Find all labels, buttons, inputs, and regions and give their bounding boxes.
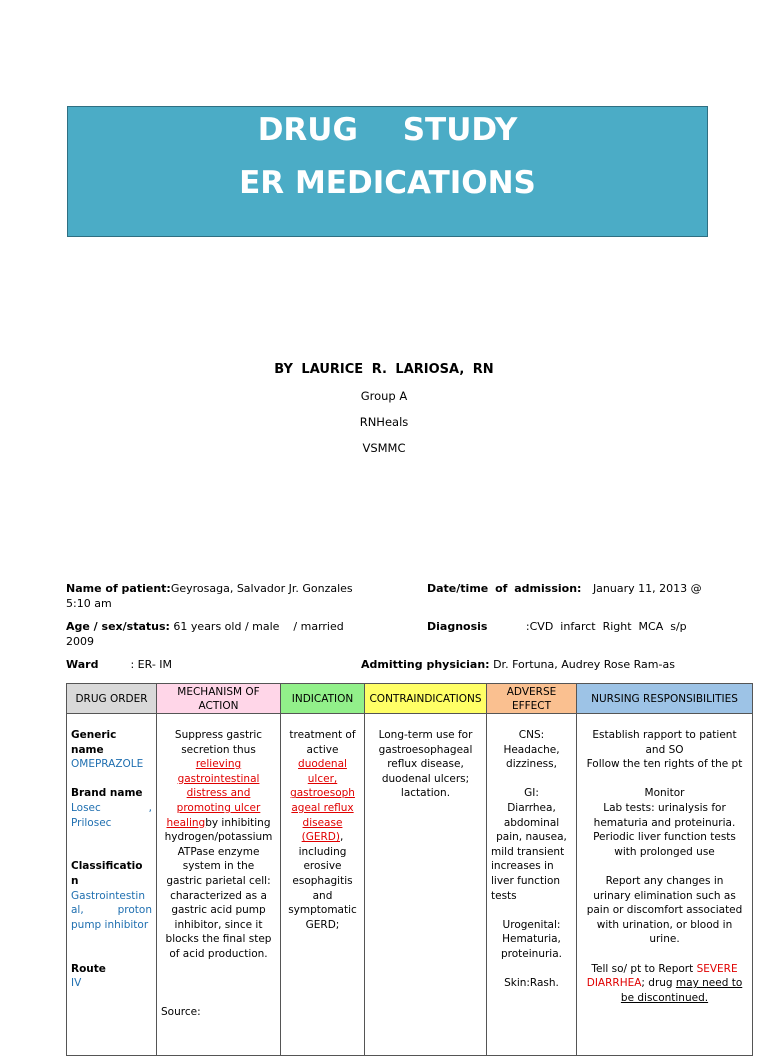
mechanism-line: system in the <box>182 860 255 873</box>
nursing-line: urine. <box>649 933 680 946</box>
mechanism-line: characterized as a <box>170 889 267 902</box>
ward <box>66 657 172 672</box>
mechanism-line: blocks the final step <box>165 933 272 946</box>
adverse-line: Urogenital: <box>502 918 561 931</box>
nursing-line: Report any changes in <box>605 874 724 887</box>
mechanism-line: secretion thus <box>181 743 256 756</box>
brand-losec: Losec <box>71 801 101 814</box>
diagnosis <box>427 619 687 634</box>
mechanism-line: of acid production. <box>169 947 268 960</box>
title-line-2: ER MEDICATIONS <box>239 165 536 201</box>
nursing-line <box>581 976 748 991</box>
brand-punct: , <box>148 801 152 814</box>
contraindication-line: gastroesophageal <box>378 743 473 756</box>
adverse-line: proteinuria. <box>501 947 562 960</box>
contraindication-line: reflux disease, <box>387 758 464 771</box>
indication-line: active <box>306 743 339 756</box>
generic-label: Generic <box>71 729 117 741</box>
cell-mechanism <box>157 714 281 1056</box>
nursing-line: with prolonged use <box>614 845 715 858</box>
header-nursing: NURSING RESPONSIBILITIES <box>577 684 753 714</box>
adverse-line: GI: <box>524 787 539 800</box>
indication-line: duodenal <box>298 758 347 771</box>
physician-value: Dr. Fortuna, Audrey Rose Ram-as <box>489 658 675 671</box>
adverse-line: increases in <box>491 860 554 873</box>
nursing-line <box>581 962 748 977</box>
mechanism-line: hydrogen/potassium <box>164 831 273 844</box>
diagnosis-value: :CVD infarct Right MCA s/p <box>525 620 687 633</box>
cell-contraindications <box>365 714 487 1056</box>
nursing-line: be discontinued. <box>620 991 709 1004</box>
cell-drug-order <box>67 714 157 1056</box>
header-indication: INDICATION <box>281 684 365 714</box>
author-site: VSMMC <box>362 441 406 455</box>
brand-label: Brand name <box>71 787 143 800</box>
indication-line: ageal reflux <box>291 801 354 814</box>
author-group: Group A <box>360 389 408 403</box>
generic-label-2: name <box>71 743 104 756</box>
adverse-line: pain, nausea, <box>496 831 567 844</box>
nursing-line: Monitor <box>644 787 685 800</box>
mechanism-line: gastric acid pump <box>171 904 266 917</box>
generic-value: OMEPRAZOLE <box>71 758 144 771</box>
class-label: Classificatio <box>71 860 143 873</box>
table-row <box>67 714 753 1056</box>
nursing-line: Follow the ten rights of the pt <box>586 758 743 771</box>
patient-name-label: Name of patient: <box>66 582 171 595</box>
indication-line: ulcer, <box>307 772 338 785</box>
mechanism-line <box>161 816 276 831</box>
header-drug-order: DRUG ORDER <box>67 684 157 714</box>
patient-name <box>66 581 353 596</box>
nursing-severe: SEVERE <box>696 962 738 975</box>
mechanism-line: promoting ulcer <box>176 801 261 814</box>
mechanism-source: Source: <box>161 1006 201 1019</box>
patient-age-sex-status <box>66 619 344 634</box>
nursing-diarrhea: DIARRHEA <box>586 977 642 990</box>
indication-line <box>285 830 360 845</box>
mechanism-line: ATPase enzyme <box>177 845 260 858</box>
adverse-line: Headache, <box>503 743 560 756</box>
admission-time: 5:10 am <box>66 597 112 610</box>
diagnosis-label: Diagnosis <box>427 620 488 633</box>
contraindication-line: duodenal ulcers; <box>381 772 470 785</box>
nursing-line: with urination, or blood in <box>596 918 733 931</box>
contraindication-line: lactation. <box>400 787 451 800</box>
indication-line: and <box>312 889 333 902</box>
class-value-2a: al, <box>71 904 84 917</box>
indication-line: GERD; <box>305 918 340 931</box>
indication-line: gastroesoph <box>290 787 355 800</box>
nursing-line: pain or discomfort associated <box>586 904 743 917</box>
adverse-line: liver function <box>491 874 561 887</box>
ward-value: : ER- IM <box>130 658 173 671</box>
nursing-drug: ; drug <box>641 977 676 990</box>
nursing-line: Periodic liver function tests <box>593 831 736 844</box>
adverse-line: dizziness, <box>506 758 557 771</box>
indication-line: esophagitis <box>292 874 353 887</box>
title-line-1: DRUG STUDY <box>257 112 518 148</box>
title-banner <box>67 106 708 237</box>
nursing-line: hematuria and proteinuria. <box>593 816 736 829</box>
header-adverse-effect: ADVERSE EFFECT <box>487 684 577 714</box>
brand-prilosec: Prilosec <box>71 816 112 829</box>
route-label: Route <box>71 962 106 975</box>
mechanism-line: gastric parietal cell: <box>166 874 271 887</box>
header-mechanism: MECHANISM OF ACTION <box>157 684 281 714</box>
nursing-may-need: may need to <box>675 977 743 990</box>
ward-label: Ward <box>66 658 99 671</box>
nursing-line: Lab tests: urinalysis for <box>603 801 726 814</box>
mechanism-line: gastrointestinal <box>177 772 260 785</box>
class-value-2 <box>71 903 152 918</box>
patient-name-value: Geyrosaga, Salvador Jr. Gonzales <box>170 582 353 595</box>
adverse-line: mild transient <box>491 845 565 858</box>
indication-line: erosive <box>303 860 342 873</box>
age-label: Age / sex/status: <box>66 620 170 633</box>
indication-line: treatment of <box>289 729 356 741</box>
admission-label: Date/time of admission: <box>427 582 582 595</box>
author-org: RNHeals <box>359 415 409 429</box>
cell-adverse-effect <box>487 714 577 1056</box>
admission-value: January 11, 2013 @ <box>592 582 702 595</box>
drug-study-table <box>66 683 753 1056</box>
physician-label: Admitting physician: <box>361 658 490 671</box>
brand-value-1 <box>71 801 152 816</box>
indication-gerd: (GERD) <box>301 831 340 844</box>
adverse-line: Diarrhea, <box>507 801 556 814</box>
nursing-report: Tell so/ pt to Report <box>591 962 697 975</box>
class-value-2b: proton <box>117 904 152 917</box>
admitting-physician <box>361 657 675 672</box>
table-header-row <box>67 684 753 714</box>
cell-nursing <box>577 714 753 1056</box>
mechanism-inhibiting: by inhibiting <box>205 816 271 829</box>
cell-indication <box>281 714 365 1056</box>
admission-date <box>427 581 707 596</box>
nursing-line: Establish rapport to patient <box>592 729 737 741</box>
nursing-line: urinary elimination such as <box>593 889 736 902</box>
class-label-2: n <box>71 874 79 887</box>
route-value: IV <box>71 977 82 990</box>
indication-line: including <box>298 845 347 858</box>
indication-comma: , <box>340 831 344 844</box>
mechanism-line: relieving <box>195 758 242 771</box>
class-value-3: pump inhibitor <box>71 918 149 931</box>
adverse-line: CNS: <box>518 729 545 741</box>
author-byline: BY LAURICE R. LARIOSA, RN <box>274 362 494 377</box>
adverse-line: Skin:Rash. <box>504 977 559 990</box>
mechanism-line: inhibitor, since it <box>174 918 263 931</box>
mechanism-line: Suppress gastric <box>174 729 263 741</box>
indication-line: disease <box>302 816 343 829</box>
mechanism-line: distress and <box>186 787 251 800</box>
age-value-year: 2009 <box>66 635 94 648</box>
adverse-line: Hematuria, <box>502 933 561 946</box>
indication-line: symptomatic <box>288 904 357 917</box>
mechanism-healing: healing <box>166 816 206 829</box>
class-value-1: Gastrointestin <box>71 889 145 902</box>
adverse-line: tests <box>491 889 517 902</box>
header-contraindications: CONTRAINDICATIONS <box>365 684 487 714</box>
nursing-line: and SO <box>645 743 684 756</box>
age-value: 61 years old / male / married <box>169 620 344 633</box>
adverse-line: abdominal <box>503 816 560 829</box>
contraindication-line: Long-term use for <box>378 729 473 741</box>
